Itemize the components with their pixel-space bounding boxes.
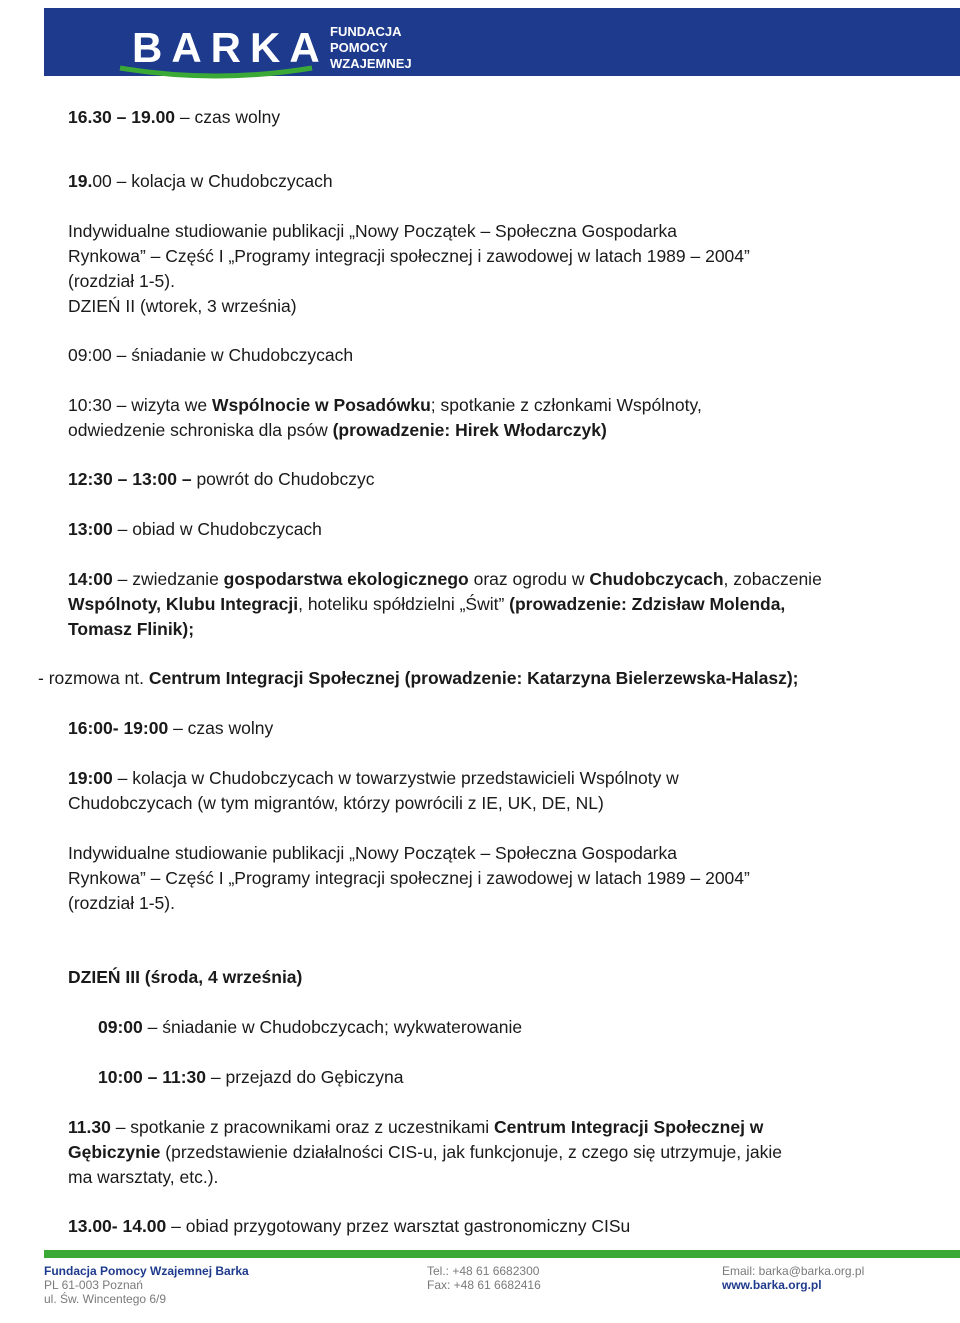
schedule-line: 09:00 – śniadanie w Chudobczycach; wykwaterowanie bbox=[98, 1017, 523, 1037]
text-line: Rynkowa” – Część I „Programy integracji społecznej i zawodowej w latach 1989 – 2004” bbox=[68, 246, 750, 266]
footer-address: Fundacja Pomocy Wzajemnej Barka PL 61-003 Poznań ul. Św. Wincentego 6/9 bbox=[44, 1264, 249, 1306]
logo-wordmark: BARKA bbox=[132, 24, 329, 71]
footer-email[interactable]: Email: barka@barka.org.pl bbox=[722, 1264, 865, 1278]
footer-contact bbox=[722, 1264, 864, 1292]
schedule-line: Gębiczynie (przedstawienie działalności CIS-u, jak funkcjonuje, z czego się utrzymuje, jakie bbox=[68, 1142, 782, 1162]
logo-subtitle: FUNDACJA POMOCY WZAJEMNEJ bbox=[330, 24, 412, 71]
schedule-line: 16.30 – 19.00 – czas wolny bbox=[68, 107, 281, 127]
schedule-line: 10:30 – wizyta we Wspólnocie w Posadówku; spotkanie z członkami Wspólnoty, bbox=[68, 395, 702, 415]
schedule-line: odwiedzenie schroniska dla psów (prowadzenie: Hirek Włodarczyk) bbox=[68, 420, 607, 440]
schedule-line: 16:00- 19:00 – czas wolny bbox=[68, 718, 274, 738]
text-line: (rozdział 1-5). bbox=[68, 893, 175, 913]
schedule-line: Tomasz Flinik); bbox=[68, 619, 195, 639]
text-line: Indywidualne studiowanie publikacji „Nowy Początek – Społeczna Gospodarka bbox=[68, 221, 677, 241]
schedule-line: 12:30 – 13:00 – powrót do Chudobczyc bbox=[68, 469, 375, 489]
schedule-line: 19:00 – kolacja w Chudobczycach w towarzystwie przedstawicieli Wspólnoty w bbox=[68, 768, 679, 788]
schedule-line: Wspólnoty, Klubu Integracji, hoteliku spółdzielni „Świt” (prowadzenie: Zdzisław Molenda, bbox=[68, 594, 786, 614]
text-line: (rozdział 1-5). bbox=[68, 271, 175, 291]
logo-arc-icon bbox=[116, 64, 316, 80]
schedule-line: 14:00 – zwiedzanie gospodarstwa ekologicznego oraz ogrodu w Chudobczycach, zobaczenie bbox=[68, 569, 822, 589]
text-line: ma warsztaty, etc.). bbox=[68, 1167, 219, 1187]
day-heading: DZIEŃ II (wtorek, 3 września) bbox=[68, 296, 297, 316]
schedule-line: 13.00- 14.00 – obiad przygotowany przez warsztat gastronomiczny CISu bbox=[68, 1216, 631, 1236]
header-banner bbox=[44, 8, 960, 76]
schedule-line: 13:00 – obiad w Chudobczycach bbox=[68, 519, 322, 539]
footer-divider bbox=[44, 1250, 960, 1258]
text-line: Rynkowa” – Część I „Programy integracji społecznej i zawodowej w latach 1989 – 2004” bbox=[68, 868, 750, 888]
schedule-line: - rozmowa nt. Centrum Integracji Społecznej (prowadzenie: Katarzyna Bielerzewska-Halasz); bbox=[38, 668, 799, 688]
text-line: Chudobczycach (w tym migrantów, którzy powrócili z IE, UK, DE, NL) bbox=[68, 793, 604, 813]
text-line: Indywidualne studiowanie publikacji „Nowy Początek – Społeczna Gospodarka bbox=[68, 843, 677, 863]
footer-website-link[interactable]: www.barka.org.pl bbox=[722, 1278, 822, 1292]
footer-phone: Tel.: +48 61 6682300 Fax: +48 61 6682416 bbox=[427, 1264, 541, 1292]
day-heading: DZIEŃ III (środa, 4 września) bbox=[68, 967, 303, 987]
schedule-line: 09:00 – śniadanie w Chudobczycach bbox=[68, 345, 354, 365]
schedule-line: 19.00 – kolacja w Chudobczycach bbox=[68, 171, 333, 191]
schedule-line: 11.30 – spotkanie z pracownikami oraz z uczestnikami Centrum Integracji Społecznej w bbox=[68, 1117, 764, 1137]
schedule-line: 10:00 – 11:30 – przejazd do Gębiczyna bbox=[98, 1067, 404, 1087]
